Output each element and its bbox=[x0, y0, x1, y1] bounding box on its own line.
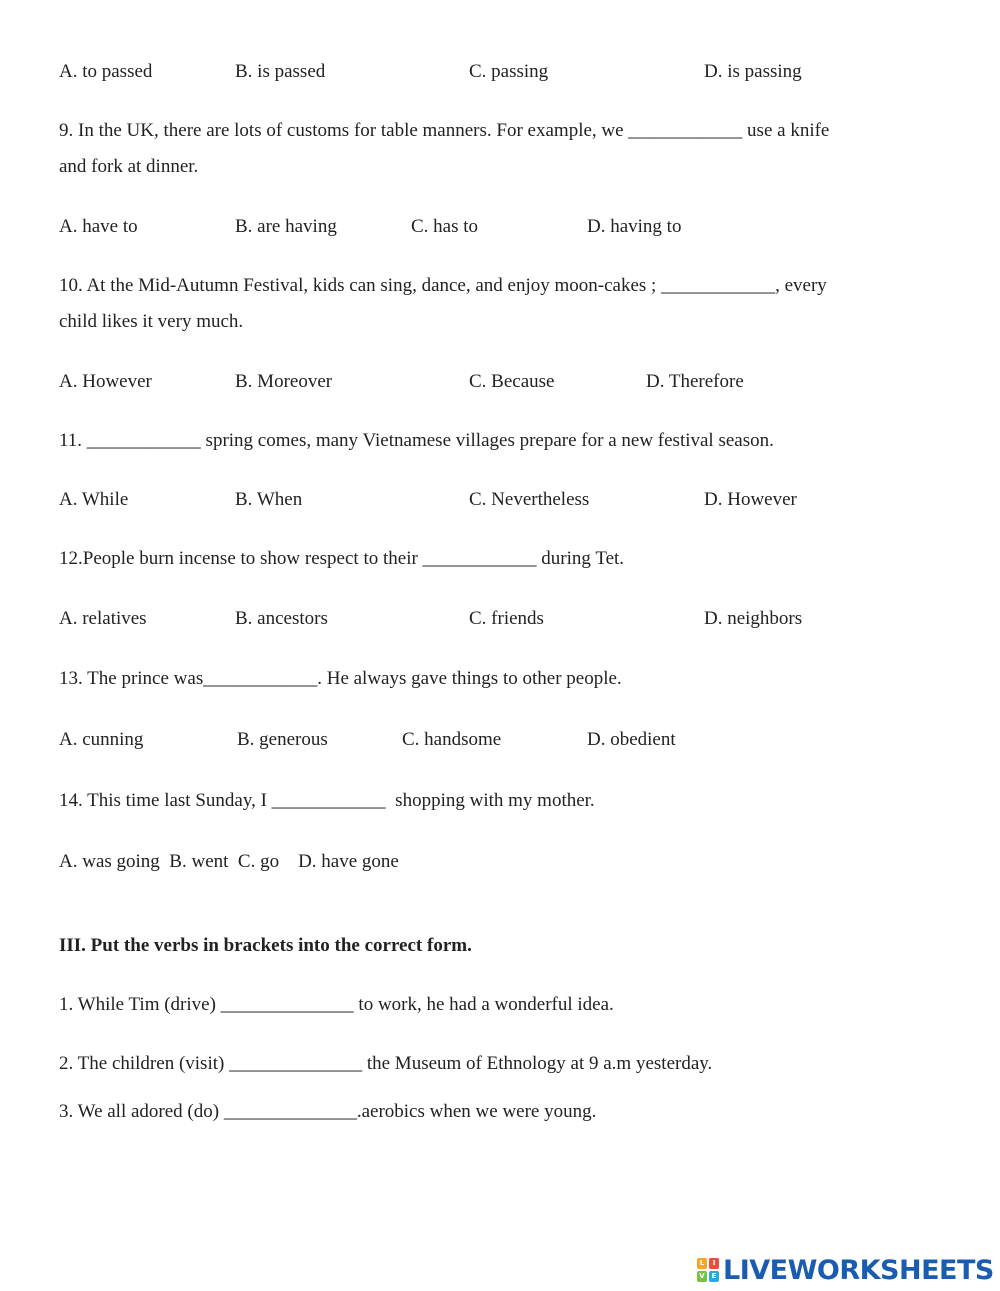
q10-text-line2: child likes it very much. bbox=[59, 311, 244, 332]
liveworksheets-logo bbox=[697, 1253, 994, 1287]
q13-option-c: C. handsome bbox=[402, 729, 502, 750]
logo-mark-tile-l: L bbox=[697, 1258, 707, 1269]
q11-option-a: A. While bbox=[59, 489, 129, 510]
q8-option-c: C. passing bbox=[469, 61, 549, 82]
q13-option-d: D. obedient bbox=[587, 729, 676, 750]
q10-option-c: C. Because bbox=[469, 371, 555, 392]
q9-option-d: D. having to bbox=[587, 216, 682, 237]
q8-option-a: A. to passed bbox=[59, 61, 153, 82]
logo-mark-tile-e: E bbox=[709, 1271, 719, 1282]
liveworksheets-logo-text: LIVEWORKSHEETS bbox=[723, 1254, 994, 1286]
section3-item-1: 1. While Tim (drive) ______________ to work, he had a wonderful idea. bbox=[59, 994, 614, 1015]
q12-option-a: A. relatives bbox=[59, 608, 147, 629]
q11-text: 11. ____________ spring comes, many Vietnamese villages prepare for a new festival season. bbox=[59, 430, 774, 451]
q11-option-c: C. Nevertheless bbox=[469, 489, 590, 510]
q10-option-a: A. However bbox=[59, 371, 152, 392]
logo-mark-tile-i: I bbox=[709, 1258, 719, 1269]
q11-option-d: D. However bbox=[704, 489, 797, 510]
q12-option-c: C. friends bbox=[469, 608, 544, 629]
q9-option-a: A. have to bbox=[59, 216, 138, 237]
q8-option-b: B. is passed bbox=[235, 61, 326, 82]
q9-option-c: C. has to bbox=[411, 216, 479, 237]
q9-text-line2: and fork at dinner. bbox=[59, 156, 199, 177]
q10-option-b: B. Moreover bbox=[235, 371, 333, 392]
q14-text: 14. This time last Sunday, I ____________ shopping with my mother. bbox=[59, 790, 595, 811]
liveworksheets-logo-icon bbox=[697, 1258, 719, 1282]
q8-option-d: D. is passing bbox=[704, 61, 802, 82]
q14-options: A. was going B. went C. go D. have gone bbox=[59, 851, 399, 872]
q9-text-line1: 9. In the UK, there are lots of customs for table manners. For example, we ____________ use a knife bbox=[59, 120, 830, 141]
q12-text: 12.People burn incense to show respect to their ____________ during Tet. bbox=[59, 548, 625, 569]
q11-option-b: B. When bbox=[235, 489, 303, 510]
q13-text: 13. The prince was____________. He always gave things to other people. bbox=[59, 668, 622, 689]
section3-heading: III. Put the verbs in brackets into the correct form. bbox=[59, 935, 472, 956]
logo-mark-tile-v: V bbox=[697, 1271, 707, 1282]
q9-option-b: B. are having bbox=[235, 216, 337, 237]
q10-option-d: D. Therefore bbox=[646, 371, 744, 392]
section3-item-2: 2. The children (visit) ______________ the Museum of Ethnology at 9 a.m yesterday. bbox=[59, 1053, 713, 1074]
q13-option-a: A. cunning bbox=[59, 729, 144, 750]
q12-option-b: B. ancestors bbox=[235, 608, 328, 629]
q13-option-b: B. generous bbox=[237, 729, 328, 750]
q12-option-d: D. neighbors bbox=[704, 608, 803, 629]
q10-text-line1: 10. At the Mid-Autumn Festival, kids can sing, dance, and enjoy moon-cakes ; ____________, every bbox=[59, 275, 827, 296]
section3-item-3: 3. We all adored (do) ______________.aerobics when we were young. bbox=[59, 1101, 597, 1122]
